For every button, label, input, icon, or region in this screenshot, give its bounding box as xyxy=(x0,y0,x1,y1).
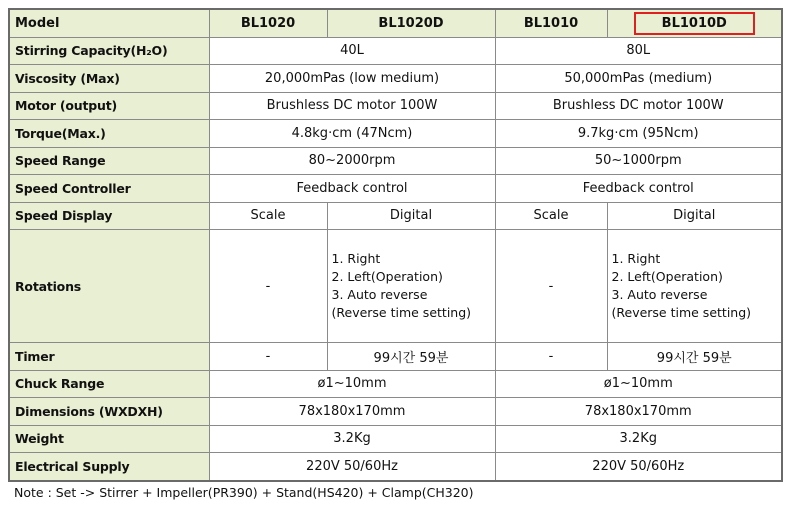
header-bl1010d xyxy=(607,9,782,37)
cell-bl1010: - xyxy=(495,230,607,343)
row-label: Speed Controller xyxy=(9,175,209,203)
cell-group1: 220V 50/60Hz xyxy=(209,453,495,481)
cell-bl1010d xyxy=(607,230,782,343)
cell-bl1020: Scale xyxy=(209,202,327,230)
row-label: Stirring Capacity(H₂O) xyxy=(9,37,209,65)
rotation-option: (Reverse time setting) xyxy=(331,305,472,320)
row-label: Chuck Range xyxy=(9,370,209,398)
header-row xyxy=(9,9,782,37)
cell-group1: Feedback control xyxy=(209,175,495,203)
row-stirring xyxy=(9,37,782,65)
row-label: Electrical Supply xyxy=(9,453,209,481)
set-note: Note : Set -> Stirrer + Impeller(PR390) + Stand(HS420) + Clamp(CH320) xyxy=(14,485,474,500)
cell-group2: 220V 50/60Hz xyxy=(495,453,782,481)
cell-group1: 78x180x170mm xyxy=(209,398,495,426)
cell-group2: 50~1000rpm xyxy=(495,147,782,175)
row-label: Timer xyxy=(9,343,209,371)
cell-group1: 3.2Kg xyxy=(209,425,495,453)
header-model: Model xyxy=(9,9,209,37)
rotation-option: 1. Right xyxy=(331,251,381,266)
cell-bl1020d: Digital xyxy=(327,202,495,230)
cell-group2: ø1~10mm xyxy=(495,370,782,398)
rotation-option: 3. Auto reverse xyxy=(611,287,708,302)
cell-bl1020: - xyxy=(209,230,327,343)
header-bl1020d: BL1020D xyxy=(327,9,495,37)
row-speed-display xyxy=(9,202,782,230)
cell-group2: 78x180x170mm xyxy=(495,398,782,426)
row-speed-range xyxy=(9,147,782,175)
row-label: Speed Display xyxy=(9,202,209,230)
cell-group2: 3.2Kg xyxy=(495,425,782,453)
row-label: Speed Range xyxy=(9,147,209,175)
cell-bl1010: - xyxy=(495,343,607,371)
row-motor xyxy=(9,92,782,120)
rotation-option: 3. Auto reverse xyxy=(331,287,428,302)
rotation-option: 1. Right xyxy=(611,251,661,266)
cell-group2: 9.7kg·cm (95Ncm) xyxy=(495,120,782,148)
row-viscosity xyxy=(9,65,782,93)
row-timer xyxy=(9,343,782,371)
cell-group1: 20,000mPas (low medium) xyxy=(209,65,495,93)
cell-bl1020: - xyxy=(209,343,327,371)
cell-group2: Brushless DC motor 100W xyxy=(495,92,782,120)
row-chuck-range xyxy=(9,370,782,398)
cell-bl1010: Scale xyxy=(495,202,607,230)
row-label: Weight xyxy=(9,425,209,453)
rotation-option: 2. Left(Operation) xyxy=(611,269,723,284)
cell-bl1020d: 99시간 59분 xyxy=(327,343,495,371)
header-bl1010: BL1010 xyxy=(495,9,607,37)
cell-group1: 40L xyxy=(209,37,495,65)
row-label: Rotations xyxy=(9,230,209,343)
row-weight xyxy=(9,425,782,453)
cell-group2: 50,000mPas (medium) xyxy=(495,65,782,93)
rotation-option: 2. Left(Operation) xyxy=(331,269,443,284)
row-speed-controller xyxy=(9,175,782,203)
cell-group1: 80~2000rpm xyxy=(209,147,495,175)
cell-bl1010d: 99시간 59분 xyxy=(607,343,782,371)
cell-group1: Brushless DC motor 100W xyxy=(209,92,495,120)
row-label: Torque(Max.) xyxy=(9,120,209,148)
row-rotations xyxy=(9,230,782,343)
row-label: Viscosity (Max) xyxy=(9,65,209,93)
spec-table xyxy=(8,8,783,482)
highlighted-model: BL1010D xyxy=(634,12,755,35)
cell-group1: 4.8kg·cm (47Ncm) xyxy=(209,120,495,148)
row-label: Dimensions (WXDXH) xyxy=(9,398,209,426)
cell-group2: Feedback control xyxy=(495,175,782,203)
row-electrical xyxy=(9,453,782,481)
row-dimensions xyxy=(9,398,782,426)
cell-bl1020d xyxy=(327,230,495,343)
cell-bl1010d: Digital xyxy=(607,202,782,230)
row-torque xyxy=(9,120,782,148)
cell-group1: ø1~10mm xyxy=(209,370,495,398)
row-label: Motor (output) xyxy=(9,92,209,120)
rotation-option: (Reverse time setting) xyxy=(611,305,752,320)
cell-group2: 80L xyxy=(495,37,782,65)
header-bl1020: BL1020 xyxy=(209,9,327,37)
